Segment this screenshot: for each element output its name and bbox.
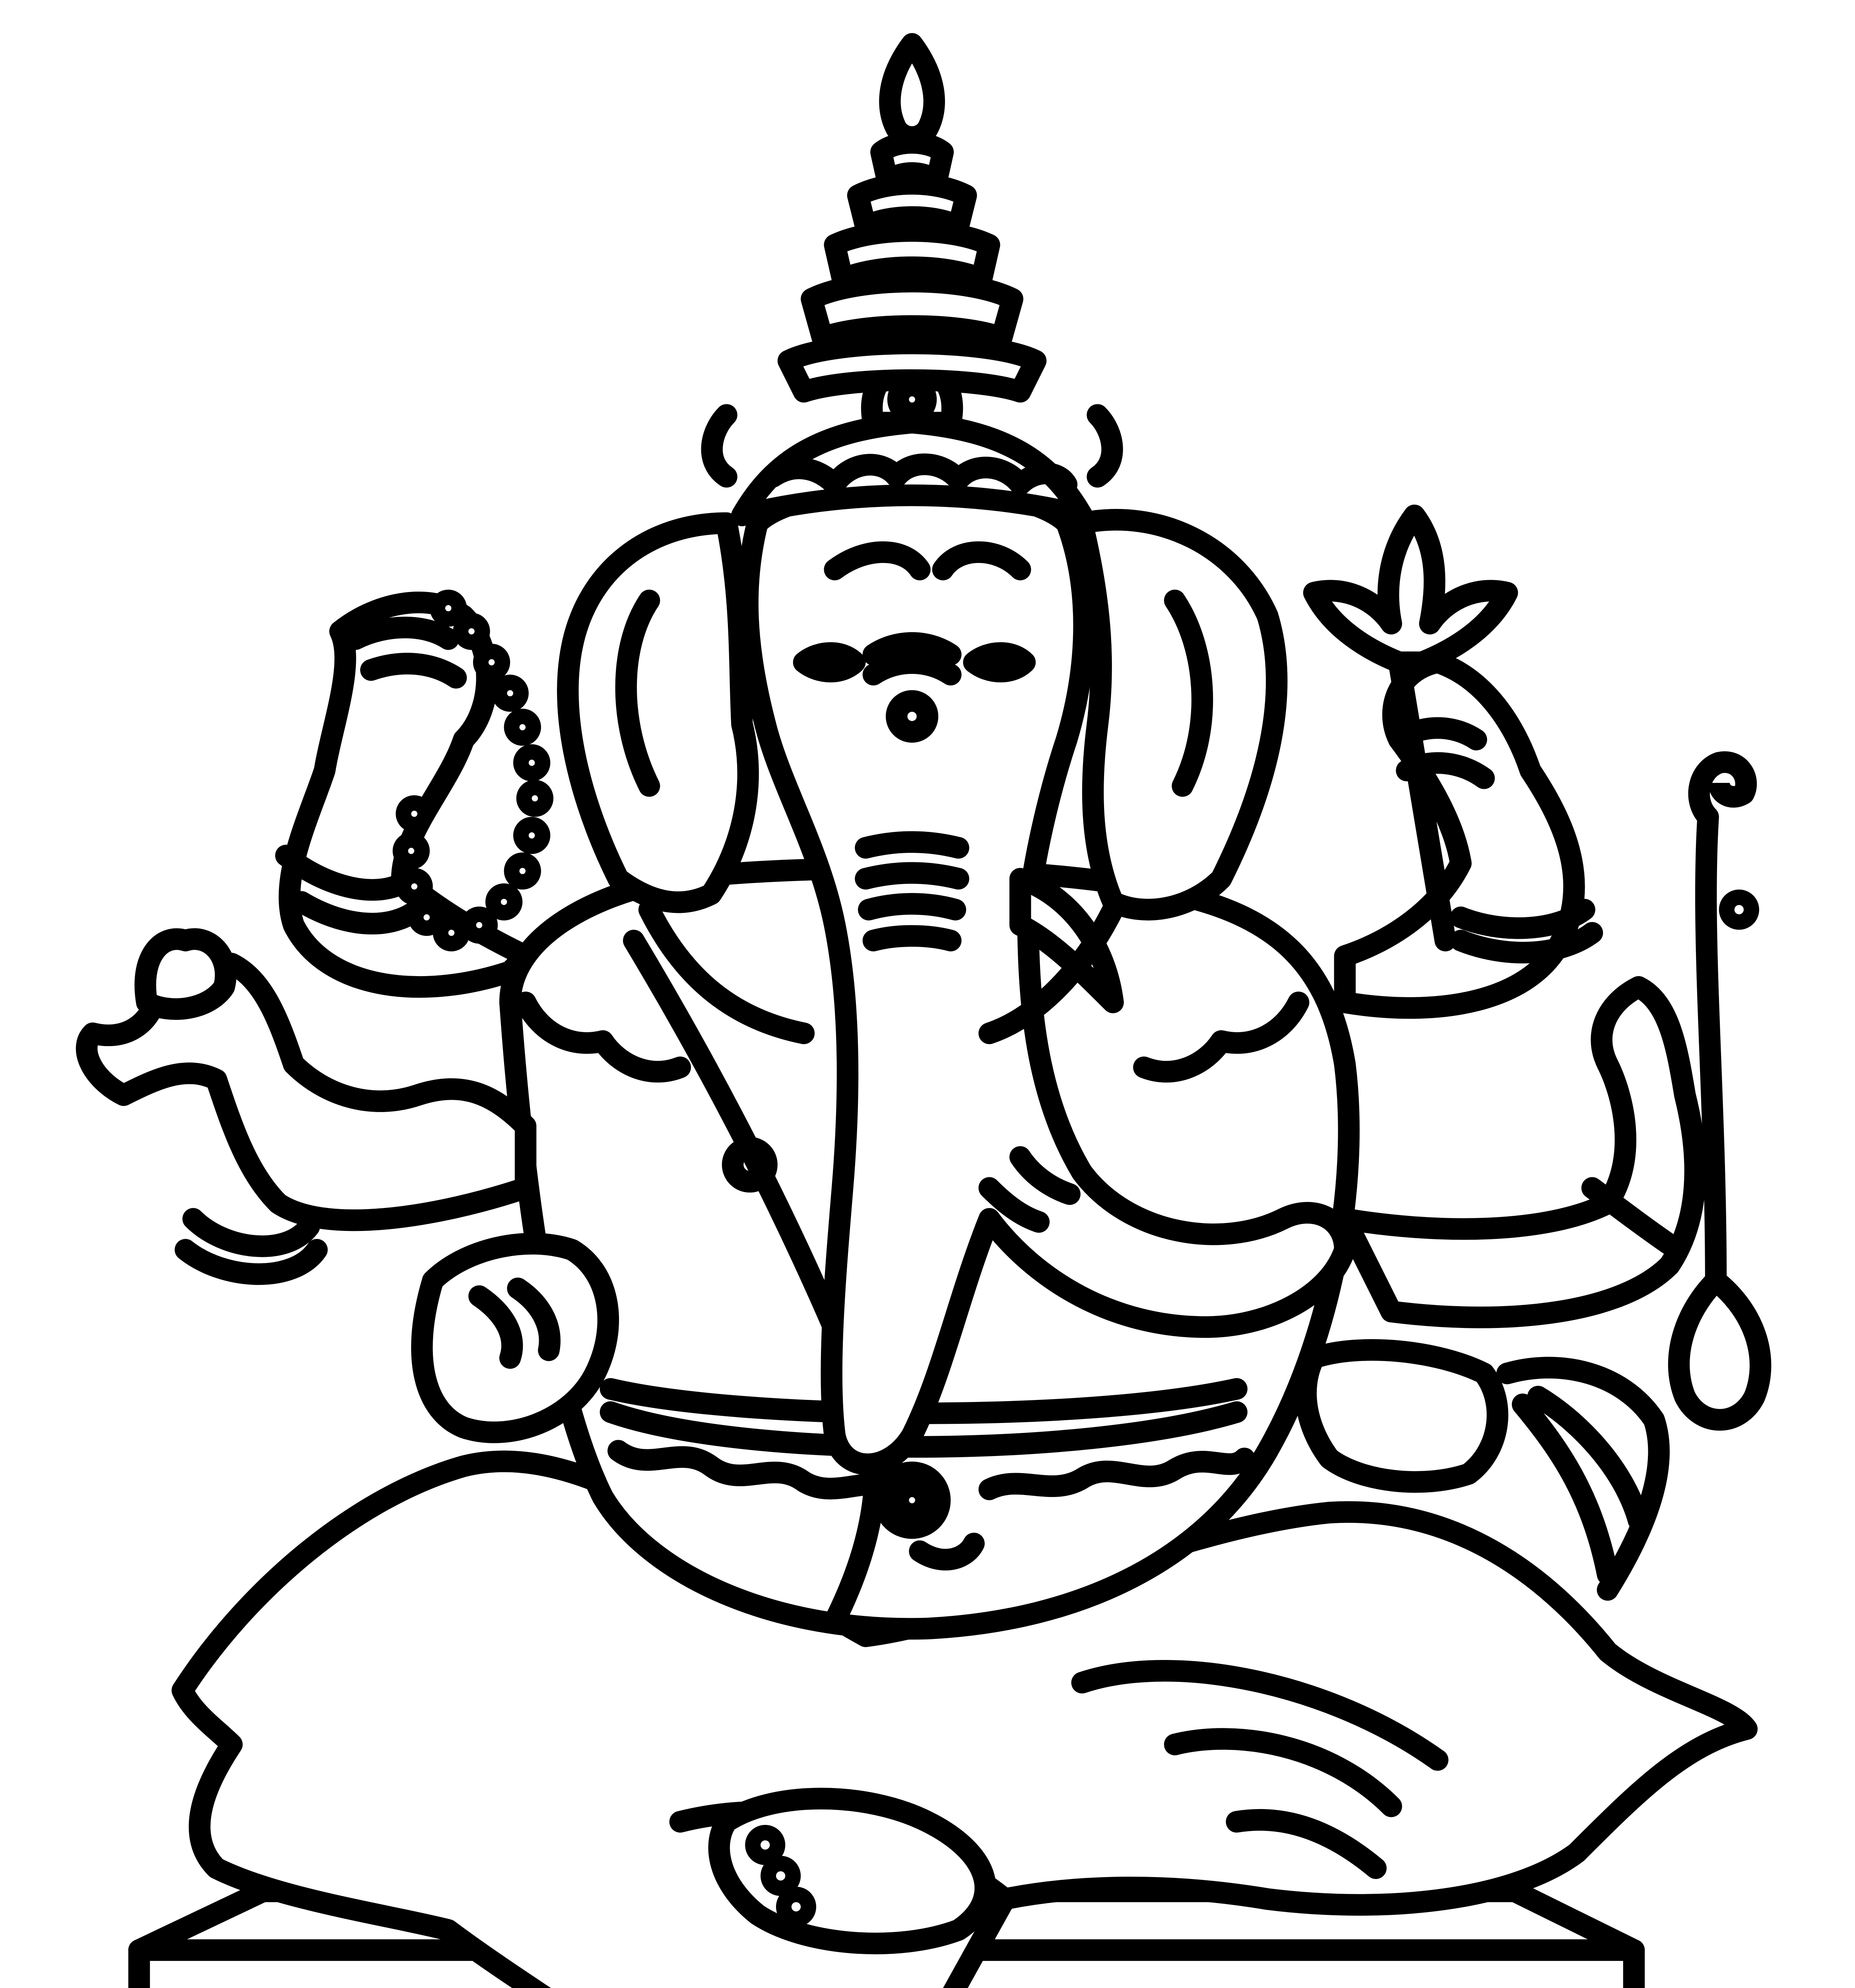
bead bbox=[499, 682, 521, 704]
bead bbox=[440, 922, 462, 944]
front-right-hand bbox=[1306, 1350, 1498, 1482]
bead bbox=[512, 860, 533, 881]
right-eye bbox=[974, 653, 1025, 672]
crown-finial bbox=[890, 44, 934, 137]
bead bbox=[461, 621, 482, 642]
bead bbox=[512, 716, 533, 738]
crown-tier-1 bbox=[788, 344, 1036, 392]
modak-sweet bbox=[146, 939, 226, 1009]
bead bbox=[521, 825, 542, 846]
folded-foot bbox=[719, 1799, 986, 1943]
crown-tier-2 bbox=[811, 282, 1012, 338]
bead bbox=[481, 651, 502, 673]
toe bbox=[768, 1864, 793, 1888]
bead bbox=[524, 788, 545, 809]
crown-tier-5 bbox=[881, 143, 943, 180]
bead bbox=[521, 752, 542, 773]
toe bbox=[753, 1833, 778, 1857]
bead bbox=[404, 803, 425, 825]
left-eye bbox=[804, 653, 855, 672]
toe bbox=[784, 1895, 808, 1919]
instrument-neck bbox=[1706, 817, 1716, 1281]
instrument-body bbox=[1679, 1281, 1760, 1420]
crown-tier-3 bbox=[835, 231, 990, 279]
bead bbox=[416, 907, 437, 928]
left-ear bbox=[568, 523, 748, 902]
crown-tier-4 bbox=[858, 184, 966, 226]
bead bbox=[437, 597, 459, 619]
instrument-peg bbox=[1727, 897, 1751, 922]
bead bbox=[493, 891, 514, 912]
waist-flower-center bbox=[901, 1489, 923, 1511]
bead bbox=[468, 914, 490, 936]
forehead-marks bbox=[873, 643, 951, 675]
forehead-dot bbox=[896, 701, 928, 732]
bead bbox=[400, 840, 422, 862]
bead bbox=[404, 876, 425, 897]
